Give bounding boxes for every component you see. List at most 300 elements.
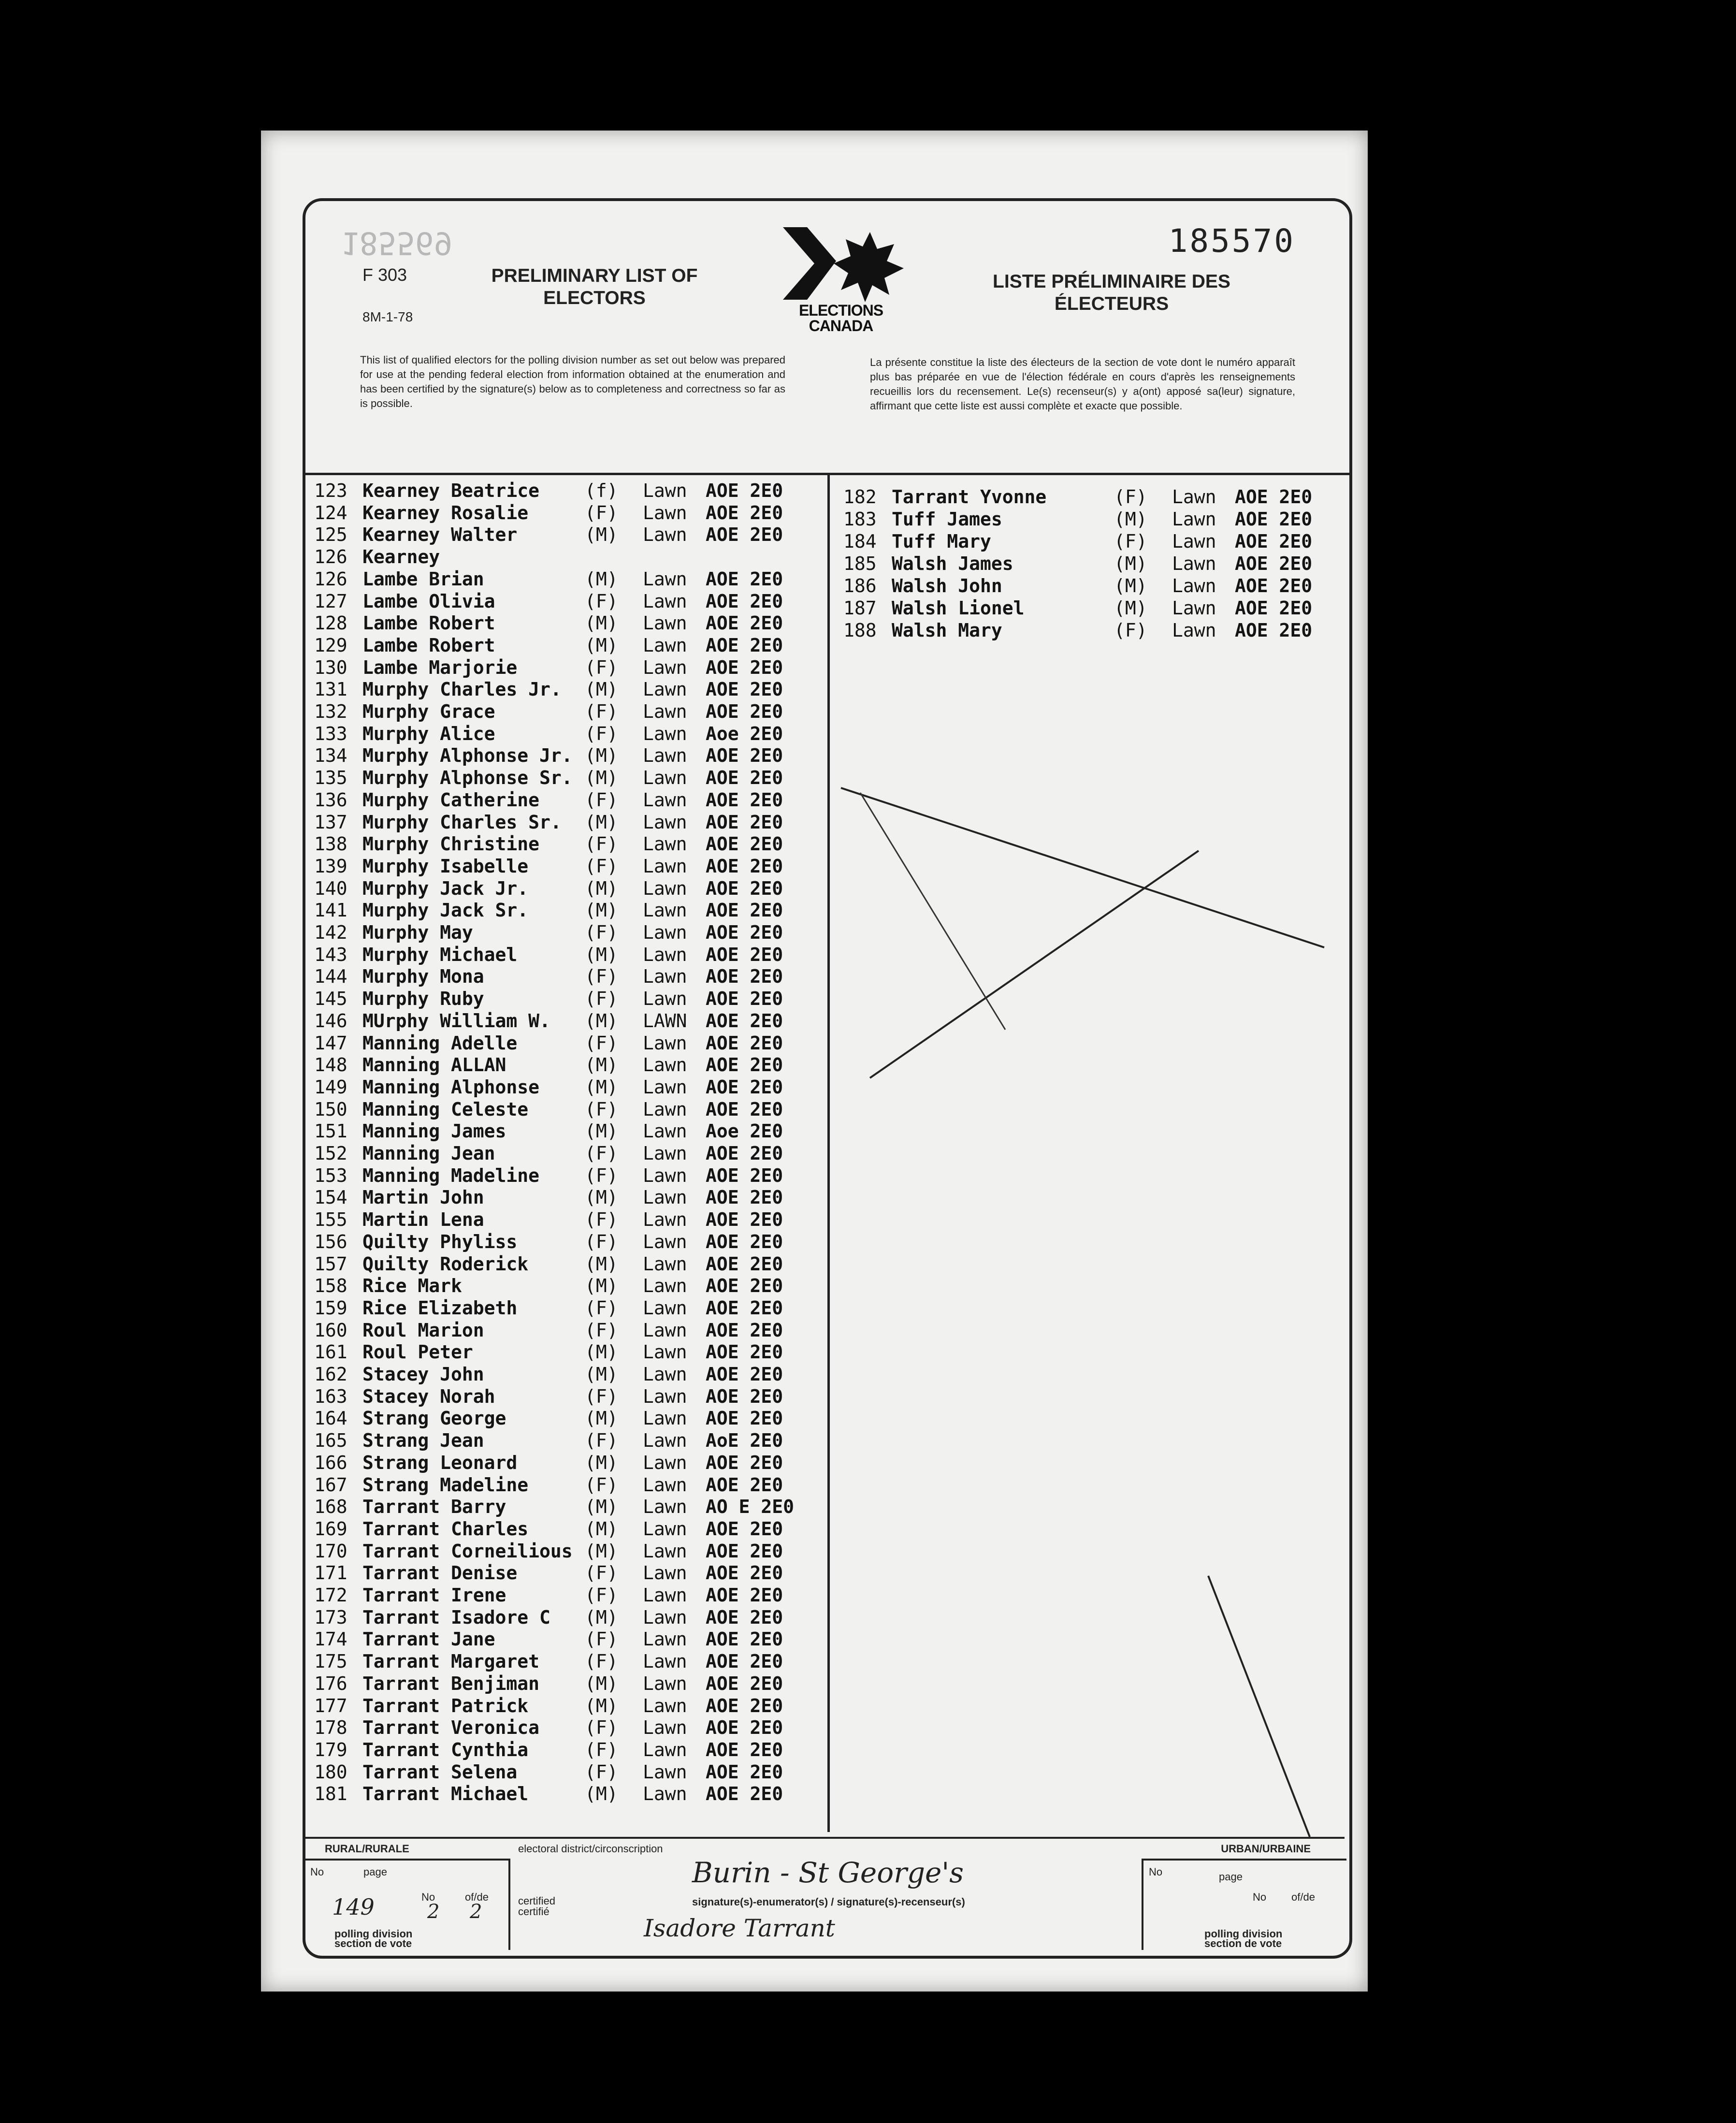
elector-town: Lawn <box>643 1275 687 1297</box>
elector-row <box>314 1142 797 1164</box>
elector-row <box>314 1010 797 1032</box>
elector-name: Stacey John <box>362 1364 484 1385</box>
elector-postal-code: AOE 2E0 <box>706 1319 783 1341</box>
elector-name: Tarrant Benjiman <box>362 1672 540 1694</box>
elector-number: 150 <box>314 1098 347 1120</box>
elector-name: Manning Jean <box>362 1143 495 1164</box>
elector-row <box>314 1208 797 1231</box>
elector-postal-code: AOE 2E0 <box>706 480 783 501</box>
elector-postal-code: AOE 2E0 <box>706 944 783 965</box>
elector-sex: (M) <box>585 1672 618 1694</box>
elector-name: Tarrant Charles <box>362 1518 529 1540</box>
elector-number: 134 <box>314 745 347 767</box>
elector-sex: (M) <box>585 612 618 634</box>
elector-name: Manning Adelle <box>362 1032 518 1054</box>
elector-postal-code: AOE 2E0 <box>706 877 783 899</box>
form-footer <box>305 1837 1349 1953</box>
elector-postal-code: AOE 2E0 <box>706 1385 783 1407</box>
elector-row <box>314 590 797 612</box>
elector-town: Lawn <box>643 1364 687 1385</box>
rural-of-label: of/de <box>465 1891 489 1903</box>
intro-french: La présente constitue la liste des électeurs de la section de vote dont le numéro apparaît plus bas préparée en vue de l'élection fédérale en cours d'après les renseignements recueillis lors du recensement. Le(s) recenseur(s) y a(ont) apposé sa(leur) signature, affirmant que cette liste est aussi complète et exacte que possible. <box>870 356 1295 412</box>
elector-name: Tarrant Isadore C <box>362 1606 550 1628</box>
elector-sex: (M) <box>585 877 618 899</box>
elector-sex: (F) <box>585 966 618 988</box>
elector-row <box>314 634 797 656</box>
document-page <box>261 131 1368 1992</box>
elector-name: Roul Marion <box>362 1319 484 1341</box>
elector-sex: (F) <box>585 1209 618 1231</box>
elector-name: Lambe Brian <box>362 568 484 590</box>
elector-postal-code: AOE 2E0 <box>706 1783 783 1805</box>
elector-number: 156 <box>314 1231 347 1252</box>
elector-number: 135 <box>314 767 347 789</box>
elector-postal-code: AOE 2E0 <box>706 1606 783 1628</box>
elector-row <box>314 1606 797 1629</box>
elector-sex: (F) <box>585 1430 618 1452</box>
elector-number: 126 <box>314 568 347 590</box>
maple-leaf-x-icon <box>773 222 909 305</box>
elector-sex: (M) <box>585 1253 618 1275</box>
elector-number: 149 <box>314 1076 347 1098</box>
elector-number: 148 <box>314 1054 347 1076</box>
elector-name: Kearney Rosalie <box>362 502 529 523</box>
elector-name: Murphy Grace <box>362 701 495 722</box>
elector-town: Lawn <box>643 1695 687 1716</box>
elector-row <box>314 1098 797 1120</box>
elector-number: 162 <box>314 1364 347 1385</box>
elector-sex: (F) <box>585 701 618 722</box>
elector-sex: (M) <box>585 1783 618 1805</box>
elector-row <box>314 921 797 944</box>
elector-sex: (F) <box>585 1032 618 1054</box>
elector-row <box>314 1076 797 1098</box>
elector-number: 146 <box>314 1010 347 1032</box>
elector-sex: (M) <box>585 1187 618 1208</box>
elector-row <box>314 700 797 723</box>
elector-sex: (F) <box>585 833 618 855</box>
elector-sex: (M) <box>585 1606 618 1628</box>
elector-row <box>314 523 797 546</box>
elector-sex: (F) <box>585 1143 618 1164</box>
elector-postal-code: AOE 2E0 <box>706 1209 783 1231</box>
elector-sex: (M) <box>585 1010 618 1032</box>
elector-number: 154 <box>314 1187 347 1208</box>
elector-name: Tarrant Jane <box>362 1629 495 1650</box>
urban-polling-label: polling division <box>1204 1928 1283 1940</box>
title-english: PRELIMINARY LIST OF ELECTORS <box>491 265 698 308</box>
elector-row <box>314 1341 797 1363</box>
elector-postal-code: AOE 2E0 <box>706 1672 783 1694</box>
elector-postal-code: AOE 2E0 <box>706 1651 783 1672</box>
elector-town: Lawn <box>643 1540 687 1562</box>
elector-number: 176 <box>314 1672 347 1694</box>
elector-town: Lawn <box>1172 575 1216 596</box>
elector-number: 143 <box>314 944 347 965</box>
elector-name: Walsh James <box>892 553 1013 574</box>
elector-town: Lawn <box>643 1672 687 1694</box>
certified-fr-label: certifié <box>518 1905 550 1918</box>
elector-name: Manning ALLAN <box>362 1054 506 1076</box>
elector-number: 164 <box>314 1408 347 1429</box>
elector-town: Lawn <box>643 1187 687 1208</box>
elector-number: 141 <box>314 900 347 921</box>
elector-number: 155 <box>314 1209 347 1231</box>
elector-name: Tarrant Cynthia <box>362 1739 529 1760</box>
district-value: Burin - St George's <box>692 1856 964 1889</box>
elector-postal-code: AOE 2E0 <box>706 1761 783 1783</box>
elector-row <box>314 899 797 921</box>
elector-sex: (M) <box>1114 509 1147 530</box>
elector-row <box>314 1562 797 1584</box>
elector-town: LAWN <box>643 1010 687 1032</box>
elector-row <box>843 530 1327 553</box>
elector-town: Lawn <box>643 1297 687 1319</box>
elector-row <box>314 1695 797 1717</box>
elector-town: Lawn <box>643 789 687 811</box>
elector-name: Murphy Jack Jr. <box>362 877 529 899</box>
elector-postal-code: AOE 2E0 <box>706 1253 783 1275</box>
elector-sex: (M) <box>585 1496 618 1518</box>
urban-page-label: page <box>1219 1871 1243 1883</box>
elector-row <box>314 965 797 988</box>
elector-row <box>314 480 797 502</box>
elector-number: 123 <box>314 480 347 501</box>
elector-sex: (M) <box>585 811 618 833</box>
elector-row <box>314 1385 797 1408</box>
elector-postal-code: AOE 2E0 <box>706 1143 783 1164</box>
elector-sex: (M) <box>585 1364 618 1385</box>
elector-name: MUrphy William W. <box>362 1010 550 1032</box>
elector-town: Lawn <box>643 833 687 855</box>
form-date: 8M-1-78 <box>362 309 413 324</box>
elector-name: Lambe Olivia <box>362 590 495 612</box>
cross-out-lines <box>831 778 1334 1890</box>
elector-row <box>314 988 797 1010</box>
urban-label: URBAN/URBAINE <box>1221 1843 1311 1855</box>
elector-number: 129 <box>314 634 347 656</box>
elector-number: 159 <box>314 1297 347 1319</box>
elector-sex: (F) <box>585 1231 618 1252</box>
elector-town: Lawn <box>643 900 687 921</box>
elector-name: Quilty Phyliss <box>362 1231 518 1252</box>
elector-number: 145 <box>314 988 347 1010</box>
elector-postal-code: AOE 2E0 <box>706 701 783 722</box>
elector-town: Lawn <box>643 1452 687 1473</box>
elector-name: Tuff James <box>892 509 1002 530</box>
elector-sex: (M) <box>585 1452 618 1473</box>
elector-town: Lawn <box>1172 486 1216 508</box>
elector-town: Lawn <box>643 1629 687 1650</box>
elector-row <box>314 1716 797 1739</box>
elector-sex: (F) <box>585 1585 618 1606</box>
elector-number: 168 <box>314 1496 347 1518</box>
elector-town: Lawn <box>643 1783 687 1805</box>
elector-sex: (F) <box>585 1319 618 1341</box>
elector-row <box>843 575 1327 597</box>
elector-sex: (M) <box>585 944 618 965</box>
elector-number: 147 <box>314 1032 347 1054</box>
elector-name: Rice Mark <box>362 1275 462 1297</box>
elector-postal-code: AOE 2E0 <box>706 988 783 1010</box>
elector-town: Lawn <box>643 988 687 1010</box>
elector-number: 126 <box>314 546 347 568</box>
elector-postal-code: AOE 2E0 <box>706 656 783 678</box>
elector-sex: (M) <box>585 1695 618 1716</box>
elector-number: 180 <box>314 1761 347 1783</box>
elector-number: 133 <box>314 723 347 744</box>
elector-sex: (F) <box>585 922 618 943</box>
elector-name: Manning Alphonse <box>362 1076 540 1098</box>
elector-name: Manning James <box>362 1120 506 1142</box>
elector-name: Rice Elizabeth <box>362 1297 518 1319</box>
elector-town: Lawn <box>643 1408 687 1429</box>
elector-row <box>314 1584 797 1606</box>
elector-sex: (F) <box>585 1739 618 1760</box>
elector-sex: (M) <box>585 1518 618 1540</box>
elector-postal-code: AOE 2E0 <box>706 1187 783 1208</box>
elector-sex: (F) <box>585 1474 618 1496</box>
elector-row <box>314 502 797 524</box>
elector-name: Lambe Marjorie <box>362 656 518 678</box>
elector-number: 169 <box>314 1518 347 1540</box>
urban-no2-label: No <box>1253 1891 1267 1903</box>
elector-town: Lawn <box>643 1761 687 1783</box>
elector-postal-code: AOE 2E0 <box>1235 597 1313 619</box>
elector-number: 175 <box>314 1651 347 1672</box>
elector-town: Lawn <box>643 612 687 634</box>
elector-town: Lawn <box>643 922 687 943</box>
rural-polling-number: 149 <box>332 1894 375 1920</box>
elector-number: 184 <box>843 531 877 552</box>
elector-number: 139 <box>314 855 347 877</box>
urban-polling-fr: section de vote <box>1204 1937 1282 1949</box>
elector-postal-code: AOE 2E0 <box>706 1629 783 1650</box>
elector-postal-code: AOE 2E0 <box>706 634 783 656</box>
elector-town: Lawn <box>643 1496 687 1518</box>
elector-number: 173 <box>314 1606 347 1628</box>
elector-row <box>314 811 797 833</box>
elector-row <box>314 1253 797 1275</box>
elector-row <box>843 553 1327 575</box>
elector-town: Lawn <box>643 745 687 767</box>
rural-no2-label: No <box>421 1891 435 1903</box>
elector-name: Walsh Lionel <box>892 597 1025 619</box>
elector-row <box>314 1783 797 1805</box>
elector-row <box>314 833 797 855</box>
elector-row <box>314 1518 797 1540</box>
elector-sex: (F) <box>1114 620 1147 641</box>
elector-postal-code: AOE 2E0 <box>1235 575 1313 596</box>
elector-sex: (M) <box>585 900 618 921</box>
elector-town: Lawn <box>643 966 687 988</box>
column-divider <box>827 474 830 1832</box>
elector-town: Lawn <box>643 1098 687 1120</box>
elector-postal-code: AOE 2E0 <box>706 1275 783 1297</box>
elector-name: Tarrant Corneilious <box>362 1540 573 1562</box>
elector-name: Manning Madeline <box>362 1164 540 1186</box>
elector-name: Martin Lena <box>362 1209 484 1231</box>
elector-number: 165 <box>314 1430 347 1452</box>
elector-name: Murphy Ruby <box>362 988 484 1010</box>
elector-town: Lawn <box>643 634 687 656</box>
rural-no-label: No <box>310 1866 324 1878</box>
elector-town: Lawn <box>643 524 687 546</box>
elector-postal-code: AOE 2E0 <box>706 1408 783 1429</box>
elector-town: Lawn <box>643 1341 687 1363</box>
elector-sex: (F) <box>585 502 618 523</box>
elector-sex: (F) <box>585 855 618 877</box>
elector-sex: (M) <box>585 1275 618 1297</box>
elector-row <box>314 1164 797 1187</box>
elector-name: Tarrant Barry <box>362 1496 506 1518</box>
elector-sex: (F) <box>585 1098 618 1120</box>
elector-town: Lawn <box>643 1717 687 1739</box>
elector-sex: (F) <box>585 1761 618 1783</box>
elector-row <box>314 1540 797 1562</box>
elector-number: 124 <box>314 502 347 523</box>
elector-name: Tarrant Michael <box>362 1783 529 1805</box>
elector-town: Lawn <box>643 1585 687 1606</box>
elector-postal-code: AOE 2E0 <box>1235 531 1313 552</box>
elector-sex: (M) <box>585 524 618 546</box>
elector-name: Murphy Christine <box>362 833 540 855</box>
elector-number: 177 <box>314 1695 347 1716</box>
elector-number: 125 <box>314 524 347 546</box>
elector-sex: (M) <box>1114 575 1147 596</box>
elector-row <box>314 877 797 900</box>
elector-row <box>314 1297 797 1319</box>
elector-town: Lawn <box>643 1032 687 1054</box>
elector-number: 144 <box>314 966 347 988</box>
elector-number: 174 <box>314 1629 347 1650</box>
rural-page-label: page <box>363 1866 387 1878</box>
elector-sex: (M) <box>585 1540 618 1562</box>
elector-sex: (M) <box>585 1076 618 1098</box>
elector-postal-code: AOE 2E0 <box>706 612 783 634</box>
elector-town: Lawn <box>643 701 687 722</box>
elector-postal-code: AOE 2E0 <box>706 524 783 546</box>
elector-postal-code: AOE 2E0 <box>706 1518 783 1540</box>
form-number: F 303 <box>362 265 407 285</box>
elector-town: Lawn <box>643 944 687 965</box>
certified-label: certified <box>518 1895 556 1907</box>
elector-name: Tuff Mary <box>892 531 991 552</box>
elector-town: Lawn <box>643 1474 687 1496</box>
elector-postal-code: AOE 2E0 <box>706 1474 783 1496</box>
elector-name: Strang Jean <box>362 1430 484 1452</box>
elector-town: Lawn <box>643 656 687 678</box>
elector-name: Kearney Walter <box>362 524 518 546</box>
elector-town: Lawn <box>643 1430 687 1452</box>
elector-row <box>314 546 797 568</box>
elector-name: Strang Madeline <box>362 1474 529 1496</box>
elector-number: 170 <box>314 1540 347 1562</box>
elector-town: Lawn <box>643 1164 687 1186</box>
elector-sex: (M) <box>585 1120 618 1142</box>
elector-name: Walsh Mary <box>892 620 1002 641</box>
elector-sex: (F) <box>585 1629 618 1650</box>
elector-name: Tarrant Patrick <box>362 1695 529 1716</box>
elector-sex: (M) <box>585 679 618 700</box>
elector-name: Kearney Beatrice <box>362 480 540 501</box>
elector-town: Lawn <box>643 679 687 700</box>
elector-town: Lawn <box>1172 597 1216 619</box>
elector-name: Murphy Mona <box>362 966 484 988</box>
elections-canada-logo <box>773 222 909 334</box>
elector-sex: (F) <box>585 1297 618 1319</box>
urban-no-label: No <box>1149 1866 1163 1878</box>
elector-number: 157 <box>314 1253 347 1275</box>
elector-row <box>314 1275 797 1297</box>
elector-town: Lawn <box>643 1209 687 1231</box>
elector-name: Tarrant Margaret <box>362 1651 540 1672</box>
elector-name: Martin John <box>362 1187 484 1208</box>
elector-sex: (M) <box>1114 597 1147 619</box>
elector-postal-code: AOE 2E0 <box>1235 620 1313 641</box>
elector-postal-code: AOE 2E0 <box>706 1695 783 1716</box>
serial-number: 185570 <box>1168 222 1295 260</box>
elector-postal-code: AOE 2E0 <box>706 767 783 789</box>
enumerator-signature: Isadore Tarrant <box>644 1914 835 1942</box>
elector-row <box>314 767 797 789</box>
elector-name: Manning Celeste <box>362 1098 529 1120</box>
elector-row <box>314 1672 797 1695</box>
elector-postal-code: AOE 2E0 <box>706 1010 783 1032</box>
elector-postal-code: AOE 2E0 <box>706 1297 783 1319</box>
elector-sex: (F) <box>585 1717 618 1739</box>
elector-row <box>314 744 797 767</box>
elector-row <box>314 723 797 745</box>
elector-number: 183 <box>843 509 877 530</box>
elector-sex: (F) <box>1114 486 1147 508</box>
elector-town: Lawn <box>1172 509 1216 530</box>
elector-town: Lawn <box>643 1120 687 1142</box>
elector-row <box>314 1363 797 1385</box>
elector-number: 172 <box>314 1585 347 1606</box>
elector-postal-code: AOE 2E0 <box>706 789 783 811</box>
elector-postal-code: AOE 2E0 <box>706 1562 783 1584</box>
elector-sex: (M) <box>585 568 618 590</box>
elector-name: Murphy Charles Jr. <box>362 679 562 700</box>
elector-postal-code: AOE 2E0 <box>706 1739 783 1760</box>
signature-label: signature(s)-enumerator(s) / signature(s)-recenseur(s) <box>692 1896 965 1908</box>
elector-name: Tarrant Denise <box>362 1562 518 1584</box>
elector-name: Lambe Robert <box>362 634 495 656</box>
elector-town: Lawn <box>643 767 687 789</box>
elector-name: Tarrant Yvonne <box>892 486 1047 508</box>
elector-postal-code: AOE 2E0 <box>706 1076 783 1098</box>
elector-number: 186 <box>843 575 877 596</box>
elector-town: Lawn <box>643 1562 687 1584</box>
elector-row <box>314 678 797 700</box>
elector-number: 142 <box>314 922 347 943</box>
elector-town: Lawn <box>1172 553 1216 574</box>
elector-postal-code: AOE 2E0 <box>706 502 783 523</box>
elector-postal-code: AOE 2E0 <box>1235 553 1313 574</box>
elector-sex: (M) <box>585 745 618 767</box>
elector-name: Murphy Charles Sr. <box>362 811 562 833</box>
elector-number: 127 <box>314 590 347 612</box>
elector-town: Lawn <box>643 568 687 590</box>
elector-row <box>314 855 797 877</box>
elector-sex: (F) <box>585 590 618 612</box>
elector-row <box>314 612 797 634</box>
elector-town: Lawn <box>643 855 687 877</box>
elector-name: Lambe Robert <box>362 612 495 634</box>
elector-row <box>314 656 797 679</box>
elector-name: Murphy Alice <box>362 723 495 744</box>
